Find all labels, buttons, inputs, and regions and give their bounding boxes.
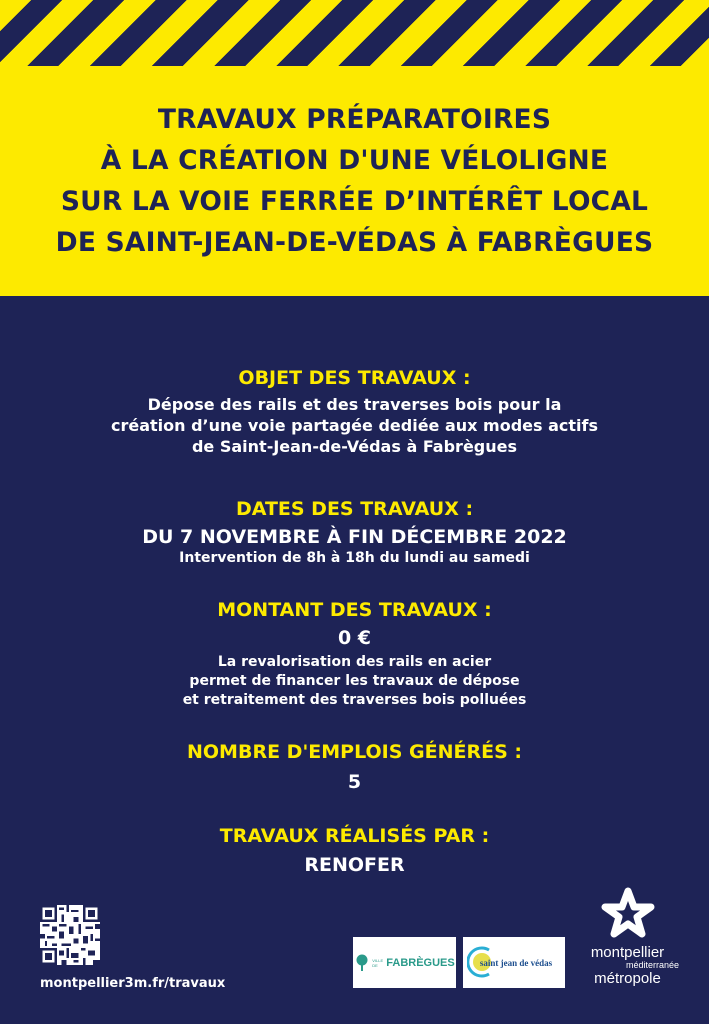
objet-text: création d’une voie partagée dediée aux modes actifs	[110, 416, 599, 435]
star-logo-icon	[598, 885, 658, 943]
montant-text: permet de financer les travaux de dépose	[189, 673, 520, 689]
logo-mmm-line2: méditerranée	[625, 960, 679, 970]
title-line: TRAVAUX PRÉPARATOIRES	[157, 104, 552, 135]
logo-saint-jean-text: saint jean de védas	[479, 957, 553, 968]
hazard-stripes	[0, 0, 709, 66]
logo-mmm-line3: métropole	[594, 970, 661, 987]
dates-section	[0, 497, 709, 568]
travaux-url-link[interactable]: montpellier3m.fr/travaux	[40, 976, 226, 991]
logo-fabregues-text: FABRÈGUES	[386, 956, 455, 969]
realises-section	[0, 824, 709, 877]
montant-value: 0 €	[337, 627, 372, 649]
objet-text: Dépose des rails et des traverses bois pour la	[147, 395, 562, 414]
emplois-value: 5	[347, 771, 362, 793]
tree-icon	[354, 954, 370, 972]
poster-title	[56, 99, 654, 263]
qr-code	[40, 905, 100, 965]
dates-heading: DATES DES TRAVAUX :	[235, 498, 474, 520]
realises-heading: TRAVAUX RÉALISÉS PAR :	[219, 825, 490, 847]
title-line: DE SAINT-JEAN-DE-VÉDAS À FABRÈGUES	[55, 227, 654, 258]
emplois-heading: NOMBRE D'EMPLOIS GÉNÉRÉS :	[187, 741, 522, 763]
logo-montpellier-metropole	[570, 885, 685, 995]
title-line: À LA CRÉATION D'UNE VÉLOLIGNE	[100, 145, 609, 176]
title-line: SUR LA VOIE FERRÉE D’INTÉRÊT LOCAL	[60, 186, 649, 217]
objet-text: de Saint-Jean-de-Védas à Fabrègues	[191, 437, 518, 456]
montant-text: et retraitement des traverses bois polluées	[182, 692, 527, 708]
dates-main: DU 7 NOVEMBRE À FIN DÉCEMBRE 2022	[142, 526, 567, 548]
logo-fabregues-small: VILLE DE	[372, 957, 384, 968]
dates-sub: Intervention de 8h à 18h du lundi au samedi	[179, 550, 530, 566]
logo-mmm-line1: montpellier	[590, 944, 665, 961]
montant-heading: MONTANT DES TRAVAUX :	[217, 599, 492, 621]
realises-value: RENOFER	[304, 854, 405, 876]
logo-saint-jean-de-vedas	[463, 937, 565, 988]
logo-fabregues	[353, 937, 456, 988]
montant-section	[0, 598, 709, 710]
montant-text: La revalorisation des rails en acier	[217, 654, 492, 670]
objet-section	[0, 366, 709, 457]
title-banner	[0, 66, 709, 296]
emplois-section	[0, 740, 709, 794]
objet-heading: OBJET DES TRAVAUX :	[238, 367, 471, 389]
